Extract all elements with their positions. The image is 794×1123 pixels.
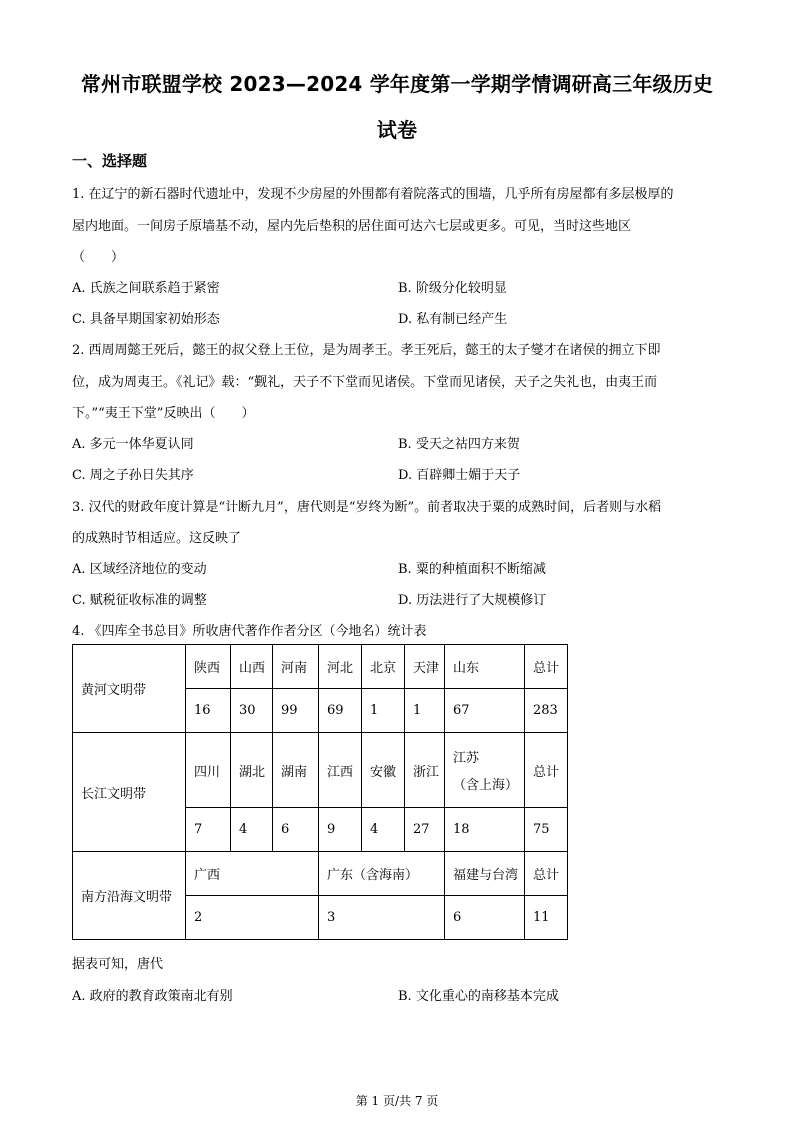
table-cell: 广西: [186, 852, 319, 896]
table-cell: 河北: [319, 645, 362, 689]
table-cell: 湖北: [231, 733, 273, 808]
region-label-south: 南方沿海文明带: [73, 852, 186, 940]
table-cell: 283: [525, 689, 568, 733]
table-cell: 1: [362, 689, 405, 733]
q1-stem-line-2: 屋内地面。一间房子原墙基不动，屋内先后垫积的居住面可达六七层或更多。可见，当时这些地区: [72, 219, 632, 234]
table-cell: 9: [319, 808, 362, 852]
table-cell: 陕西: [186, 645, 231, 689]
paper-title-line-2: 试卷: [376, 118, 418, 142]
table-cell: 3: [319, 896, 445, 940]
jiangsu-label: 江苏: [453, 751, 480, 766]
region-label-yellow: 黄河文明带: [73, 645, 186, 733]
q2-stem-line-3: 下。”“夷王下堂”反映出（ ）: [72, 406, 255, 421]
table-cell: 山东: [445, 645, 525, 689]
table-cell: 16: [186, 689, 231, 733]
table-cell: 99: [273, 689, 319, 733]
table-cell: 4: [231, 808, 273, 852]
q4-option-b: B. 文化重心的南移基本完成: [398, 989, 559, 1004]
q1-option-d: D. 私有制已经产生: [398, 312, 508, 327]
table-cell: 6: [273, 808, 319, 852]
table-cell: 69: [319, 689, 362, 733]
q3-stem-line-2: 的成熟时节相适应。这反映了: [72, 531, 242, 546]
q2-option-d: D. 百辟卿士媚于天子: [398, 468, 521, 483]
q3-option-d: D. 历法进行了大规模修订: [398, 593, 547, 608]
table-cell: 1: [405, 689, 445, 733]
q1-stem-line-3: （ ）: [72, 250, 125, 265]
table-cell: 安徽: [362, 733, 405, 808]
table-cell: 30: [231, 689, 273, 733]
table-cell: 河南: [273, 645, 319, 689]
q1-stem-line-1: 1. 在辽宁的新石器时代遗址中，发现不少房屋的外围都有着院落式的围墙，几乎所有房屋都有多层极厚的: [72, 187, 674, 202]
q1-option-a: A. 氏族之间联系趋于紧密: [72, 281, 220, 296]
table-cell: 江西: [319, 733, 362, 808]
table-cell: 广东（含海南）: [319, 852, 445, 896]
q3-option-b: B. 粟的种植面积不断缩减: [398, 562, 546, 577]
q1-option-b: B. 阶级分化较明显: [398, 281, 507, 296]
author-region-table: [72, 644, 568, 940]
table-row: [73, 733, 568, 808]
q1-option-c: C. 具备早期国家初始形态: [72, 312, 220, 327]
q3-option-a: A. 区域经济地位的变动: [72, 562, 207, 577]
table-row: [73, 645, 568, 689]
table-cell: 67: [445, 689, 525, 733]
table-cell: 四川: [186, 733, 231, 808]
q3-stem-line-1: 3. 汉代的财政年度计算是“计断九月”，唐代则是“岁终为断”。前者取决于粟的成熟时间，后者则与水稻: [72, 500, 662, 515]
paper-title-line-1: 常州市联盟学校 2023—2024 学年度第一学期学情调研高三年级历史: [80, 72, 714, 96]
table-cell: 2: [186, 896, 319, 940]
q4-question: 据表可知，唐代: [72, 957, 164, 972]
q2-option-a: A. 多元一体华夏认同: [72, 437, 194, 452]
q2-option-b: B. 受天之祜四方来贺: [398, 437, 520, 452]
table-cell: 湖南: [273, 733, 319, 808]
table-cell: 天津: [405, 645, 445, 689]
table-cell-jiangsu: [445, 733, 525, 808]
table-cell: 总计: [525, 852, 568, 896]
q4-option-a: A. 政府的教育政策南北有别: [72, 989, 233, 1004]
table-cell: 总计: [525, 733, 568, 808]
table-cell: 山西: [231, 645, 273, 689]
q4-stem: 4. 《四库全书总目》所收唐代著作作者分区（今地名）统计表: [72, 624, 427, 639]
table-cell: 总计: [525, 645, 568, 689]
page-number: 第 1 页/共 7 页: [355, 1094, 439, 1108]
table-cell: 7: [186, 808, 231, 852]
q2-stem-line-1: 2. 西周周懿王死后，懿王的叔父登上王位，是为周孝王。孝王死后，懿王的太子燮才在诸侯的拥立下即: [72, 343, 661, 358]
table-cell: 浙江: [405, 733, 445, 808]
table-cell: 27: [405, 808, 445, 852]
q3-option-c: C. 赋税征收标准的调整: [72, 593, 207, 608]
table-cell: 北京: [362, 645, 405, 689]
q2-option-c: C. 周之子孙日失其序: [72, 468, 194, 483]
table-cell: 福建与台湾: [445, 852, 525, 896]
table-cell: 18: [445, 808, 525, 852]
q2-stem-line-2: 位，成为周夷王。《礼记》载：“觐礼，天子不下堂而见诸侯。下堂而见诸侯，天子之失礼也，由夷王而: [72, 375, 658, 390]
table-cell: 4: [362, 808, 405, 852]
table-cell: 75: [525, 808, 568, 852]
jiangsu-note: （含上海）: [453, 778, 519, 793]
table-row: [73, 852, 568, 896]
table-cell: 6: [445, 896, 525, 940]
section-heading: 一、选择题: [72, 152, 148, 170]
region-label-yangtze: 长江文明带: [73, 733, 186, 852]
table-cell: 11: [525, 896, 568, 940]
